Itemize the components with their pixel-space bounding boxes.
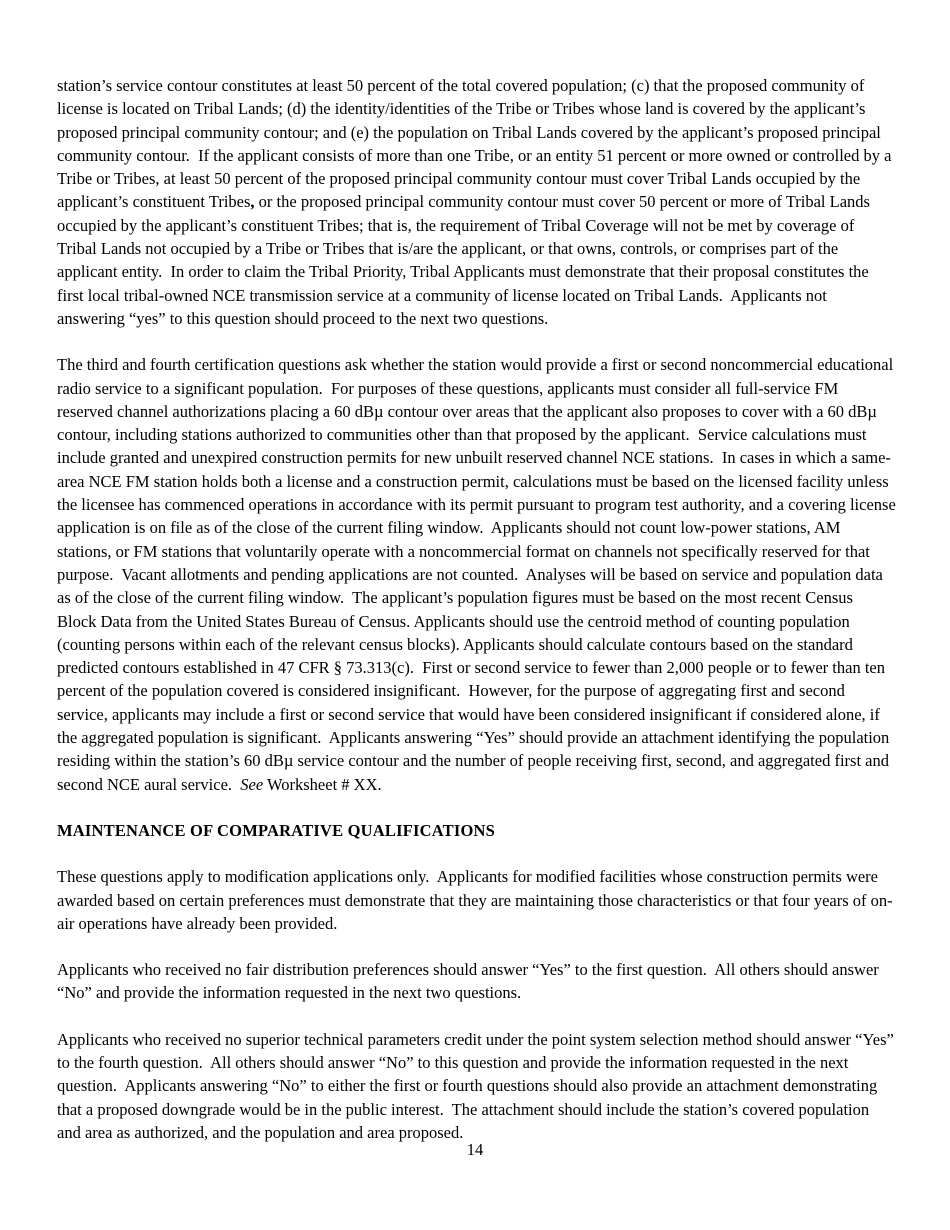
paragraph-fair-distribution: Applicants who received no fair distribution preferences should answer “Yes” to the first question. All others should answer “No” and provide the information requested in the next two questions.	[57, 960, 883, 1003]
see-reference: See	[240, 774, 264, 794]
paragraph-modification-intro: These questions apply to modification applications only. Applicants for modified facilities whose construction permits were awarded based on certain preferences must demonstrate that they are maintaining those characteristics or that four years of on-air operations have already been provided.	[57, 867, 893, 933]
paragraph-text: station’s service contour constitutes at least 50 percent of the total covered population; (c) that the proposed community of license is located on Tribal Lands; (d) the identity/identities of the Tribe or Tribes whose land is covered by the applicant’s proposed principal community contour; and (e) the population on Tribal Lands covered by the applicant’s proposed principal community contour. If the applicant consists of more than one Tribe, or an entity 51 percent or more owned or controlled by a Tribe or Tribes, at least 50 percent of the proposed principal community contour must cover Tribal Lands occupied by the applicant’s constituent Tribes	[57, 76, 896, 212]
page-number: 14	[466, 1140, 484, 1159]
paragraph-text: or the proposed principal community contour must cover 50 percent or more of Tribal Lands occupied by the applicant’s constituent Tribes; that is, the requirement of Tribal Coverage will not be met by coverage of Tribal Lands not occupied by a Tribe or Tribes that is/are the applicant, or that owns, controls, or comprises part of the applicant entity. In order to claim the Tribal Priority, Tribal Applicants must demonstrate that their proposal constitutes the first local tribal-owned NCE transmission service at a community of license located on Tribal Lands. Applicants not answering “yes” to this question should proceed to the next two questions.	[57, 192, 875, 328]
bold-comma: ,	[250, 192, 255, 212]
paragraph-tribal-coverage	[57, 74, 896, 330]
paragraph-certification-questions	[57, 353, 900, 796]
paragraph-text: The third and fourth certification questions ask whether the station would provide a first or second noncommercial educational radio service to a significant population. For purposes of these questions, applicants must consider all full-service FM reserved channel authorizations placing a 60 dBµ contour over areas that the applicant also proposes to cover with a 60 dBµ contour, including stations authorized to communities other than that proposed by the applicant. Service calculations must include granted and unexpired construction permits for new unbuilt reserved channel NCE stations. In cases in which a same-area NCE FM station holds both a license and a construction permit, calculations must be based on the licensed facility unless the licensee has commenced operations in accordance with its permit pursuant to program test authority, and a covering license application is on file as of the close of the current filing window. Applicants should not count low-power stations, AM stations, or FM stations that voluntarily operate with a noncommercial format on channels not specifically reserved for that purpose. Vacant allotments and pending applications are not counted. Analyses will be based on service and population data as of the close of the current filing window. The applicant’s population figures must be based on the most recent Census Block Data from the United States Bureau of Census. Applicants should use the centroid method of counting population (counting persons within each of the relevant census blocks). Applicants should calculate contours based on the standard predicted contours established in 47 CFR § 73.313(c). First or second service to fewer than 2,000 people or to fewer than ten percent of the population covered is considered insignificant. However, for the purpose of aggregating first and second service, applicants may include a first or second service that would have been considered insignificant if considered alone, if the aggregated population is significant. Applicants answering “Yes” should provide an attachment identifying the population residing within the station’s 60 dBµ service contour and the number of people receiving first, second, and aggregated first and second NCE aural service.	[57, 355, 900, 794]
paragraph-technical-parameters: Applicants who received no superior technical parameters credit under the point system selection method should answer “Yes” to the fourth question. All others should answer “No” to this question and provide the information requested in the next question. Applicants answering “No” to either the first or fourth questions should also provide an attachment demonstrating that a proposed downgrade would be in the public interest. The attachment should include the station’s covered population and area as authorized, and the population and area proposed.	[57, 1029, 898, 1142]
section-heading: MAINTENANCE OF COMPARATIVE QUALIFICATIONS	[57, 820, 495, 840]
paragraph-text: Worksheet # XX.	[263, 774, 382, 794]
